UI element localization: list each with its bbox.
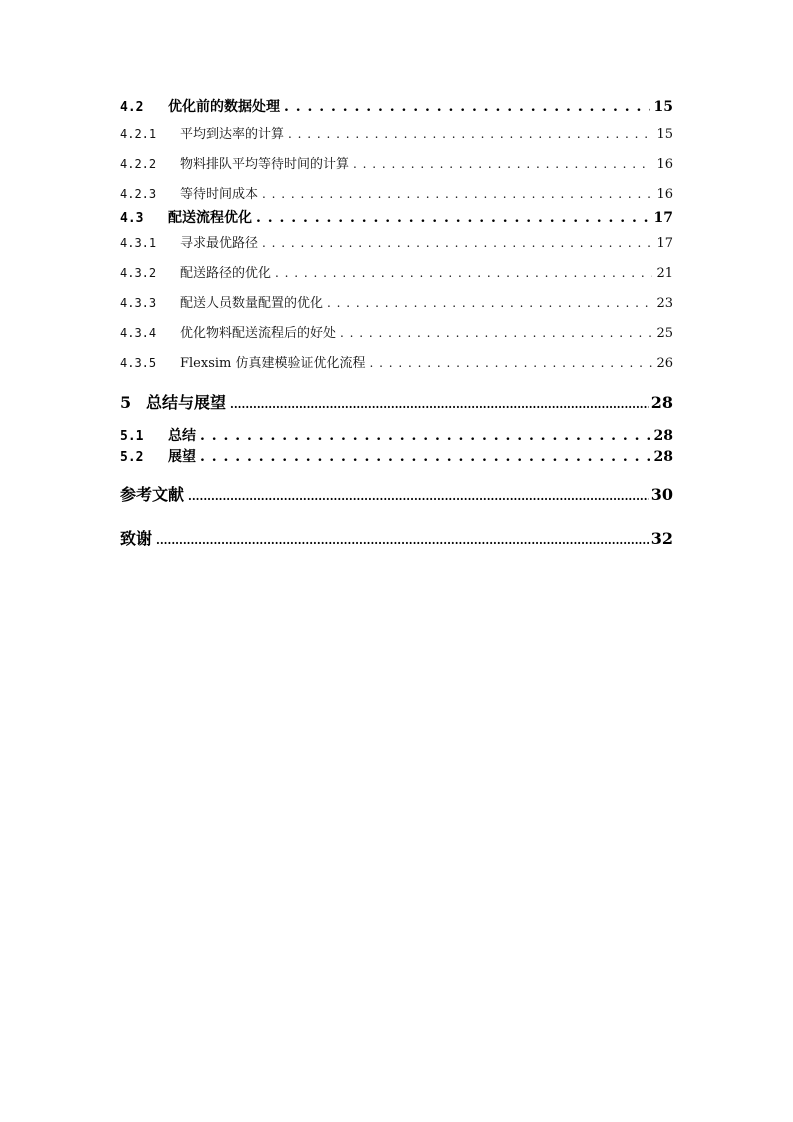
toc-entry-number: 4.2 <box>120 100 144 115</box>
toc-entry-title: 参考文献 <box>120 485 185 504</box>
toc-entry-4-2-2[interactable] <box>120 149 673 179</box>
toc-entry-number: 4.3.4 <box>120 326 157 340</box>
toc-dot-leader <box>370 348 653 378</box>
toc-entry-page: 25 <box>656 326 673 341</box>
spacer <box>120 468 673 478</box>
toc-entry-page: 32 <box>650 529 673 548</box>
toc-entry-title: 等待时间成本 <box>180 187 259 202</box>
toc-entry-title: 配送路径的优化 <box>180 266 272 281</box>
toc-dot-leader <box>340 318 652 348</box>
toc-dot-leader <box>284 96 650 119</box>
toc-dot-leader <box>327 288 652 318</box>
toc-entry-4-3-1[interactable] <box>120 228 673 258</box>
toc-entry-number: 4.3.1 <box>120 236 157 250</box>
toc-entry-acknowledgements[interactable] <box>120 522 673 556</box>
toc-entry-number: 4.3.3 <box>120 296 157 310</box>
toc-entry-title: 寻求最优路径 <box>180 236 259 251</box>
toc-entry-title: 平均到达率的计算 <box>180 127 285 142</box>
toc-entry-page: 16 <box>656 157 673 172</box>
toc-entry-title: 总结与展望 <box>146 393 227 412</box>
toc-entry-4-2-3[interactable] <box>120 179 673 209</box>
toc-dot-leader <box>262 228 652 258</box>
toc-entry-page: 28 <box>653 428 673 444</box>
toc-entry-4-3[interactable] <box>120 209 673 228</box>
toc-dot-leader <box>230 388 649 420</box>
toc-entry-4-2-1[interactable] <box>120 119 673 149</box>
toc-dot-leader <box>200 447 650 468</box>
toc-entry-title: 配送人员数量配置的优化 <box>180 296 324 311</box>
toc-entry-page: 28 <box>653 449 673 465</box>
toc-entry-number: 4.3.2 <box>120 266 157 280</box>
toc-entry-title: 致谢 <box>120 529 153 548</box>
toc-entry-4-3-5[interactable] <box>120 348 673 378</box>
toc-entry-page: 23 <box>656 296 673 311</box>
toc-entry-number: 4.2.2 <box>120 157 157 171</box>
toc-dot-leader <box>188 480 649 512</box>
toc-entry-page: 15 <box>653 99 673 115</box>
toc-dot-leader <box>256 209 650 228</box>
toc-entry-4-3-4[interactable] <box>120 318 673 348</box>
toc-dot-leader <box>156 524 649 556</box>
toc-entry-title: 优化物料配送流程后的好处 <box>180 326 337 341</box>
toc-entry-references[interactable] <box>120 478 673 512</box>
toc-entry-page: 17 <box>653 210 673 226</box>
table-of-contents <box>120 96 673 556</box>
toc-entry-number: 4.3 <box>120 211 144 226</box>
toc-entry-page: 30 <box>650 485 673 504</box>
toc-entry-title: 优化前的数据处理 <box>168 99 280 115</box>
toc-entry-number: 4.3.5 <box>120 356 157 370</box>
toc-entry-number: 5.2 <box>120 450 144 465</box>
toc-entry-4-2[interactable] <box>120 96 673 119</box>
spacer <box>120 378 673 386</box>
toc-dot-leader <box>262 179 652 209</box>
toc-entry-page: 16 <box>656 187 673 202</box>
toc-dot-leader <box>275 258 652 288</box>
toc-entry-5-1[interactable] <box>120 426 673 447</box>
toc-entry-page: 26 <box>656 356 673 371</box>
toc-entry-5-2[interactable] <box>120 447 673 468</box>
toc-entry-page: 28 <box>650 393 673 412</box>
toc-entry-page: 17 <box>656 236 673 251</box>
toc-entry-page: 15 <box>656 127 673 142</box>
toc-entry-number: 4.2.3 <box>120 187 157 201</box>
spacer <box>120 512 673 522</box>
toc-entry-title: 配送流程优化 <box>168 210 252 226</box>
toc-dot-leader <box>200 426 650 447</box>
toc-entry-title: 总结 <box>168 428 196 444</box>
toc-entry-title: 物料排队平均等待时间的计算 <box>180 157 350 172</box>
toc-entry-number: 5 <box>120 393 132 412</box>
toc-entry-chapter-5[interactable] <box>120 386 673 420</box>
toc-dot-leader <box>288 119 652 149</box>
toc-entry-4-3-2[interactable] <box>120 258 673 288</box>
toc-entry-4-3-3[interactable] <box>120 288 673 318</box>
toc-entry-page: 21 <box>656 266 673 281</box>
toc-dot-leader <box>353 149 652 179</box>
toc-entry-title: 展望 <box>168 449 196 465</box>
toc-entry-number: 4.2.1 <box>120 127 157 141</box>
toc-entry-title: Flexsim 仿真建模验证优化流程 <box>180 356 366 371</box>
toc-entry-number: 5.1 <box>120 429 144 444</box>
